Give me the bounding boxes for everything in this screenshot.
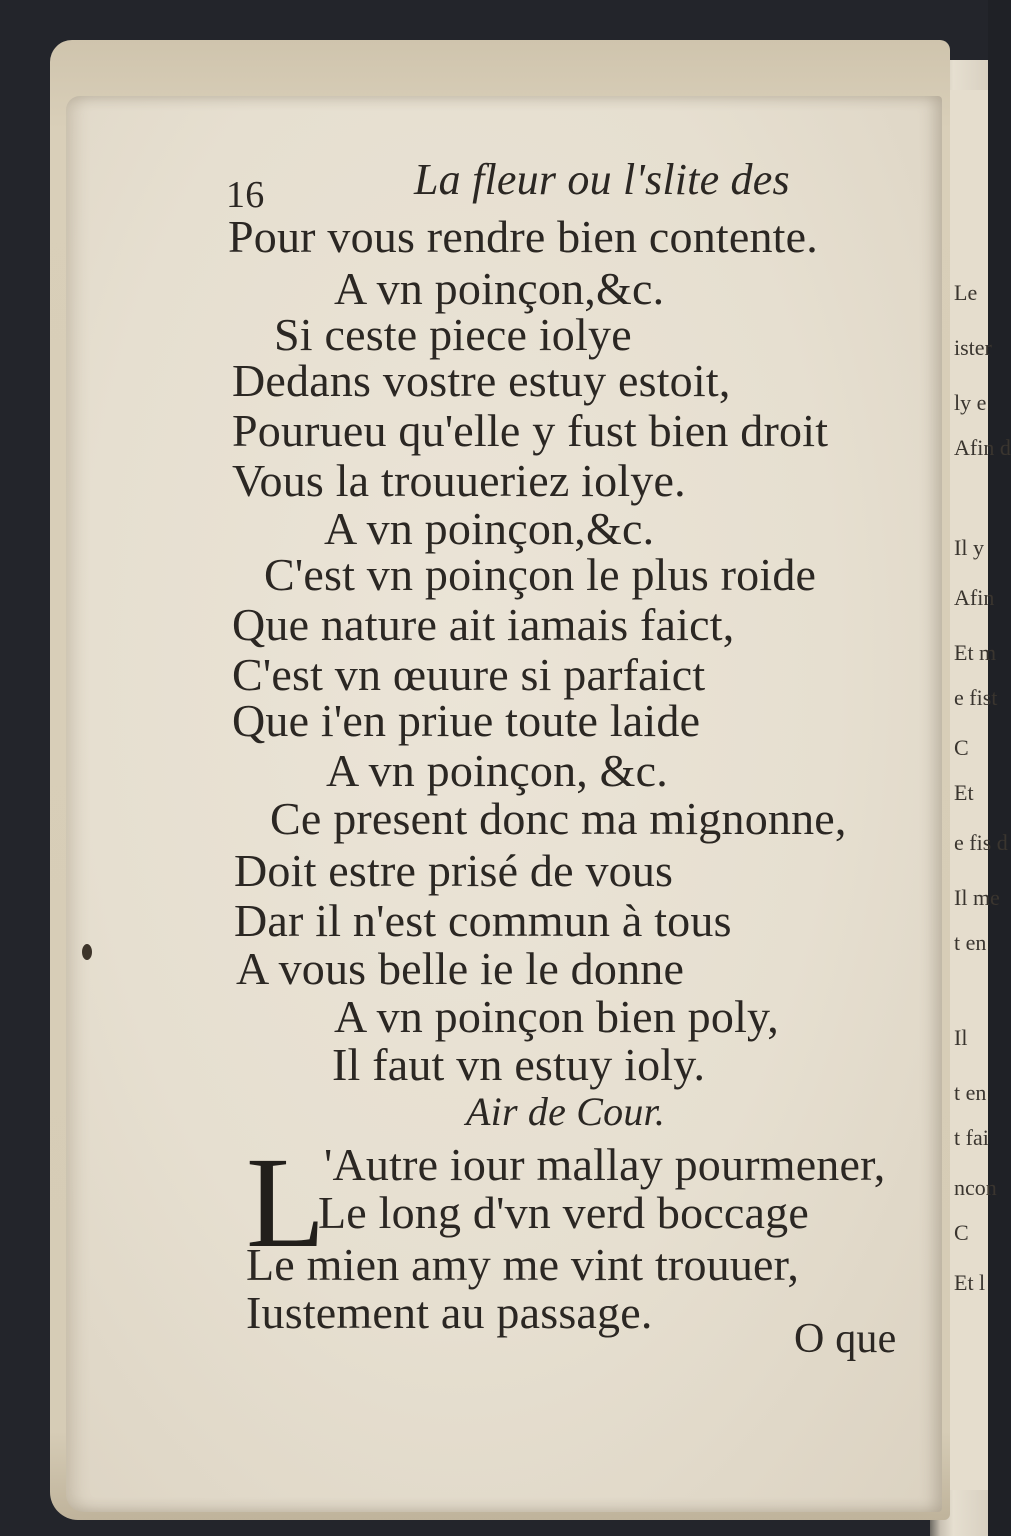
verse-line: Que nature ait iamais faict,	[232, 599, 735, 650]
verse-line: C'est vn poinçon le plus roide	[264, 549, 817, 600]
ink-blemish	[82, 944, 92, 960]
verse-line: C'est vn œuure si parfaict	[232, 649, 706, 700]
facing-fragment: C	[954, 735, 969, 760]
facing-fragment: t en	[954, 930, 987, 955]
facing-fragment: ister	[954, 335, 992, 360]
verse-line: Si ceste piece iolye	[274, 309, 632, 360]
facing-fragment: ly e	[954, 390, 987, 415]
verse-line: Dar il n'est commun à tous	[234, 895, 732, 946]
verse-line: Pourueu qu'elle y fust bien droit	[232, 405, 829, 456]
verse-line: A vous belle ie le donne	[236, 943, 685, 994]
song-line: 'Autre iour mallay pourmener,	[324, 1139, 886, 1190]
facing-fragment: Il y	[954, 535, 984, 560]
verse-line: Doit estre prisé de vous	[234, 845, 674, 896]
facing-fragment: t fai	[954, 1125, 989, 1150]
verse-line: Dedans vostre estuy estoit,	[232, 355, 731, 406]
refrain-line: A vn poinçon,&c.	[324, 503, 655, 554]
song-line: Iustement au passage.	[246, 1287, 653, 1338]
verse-line: Ce present donc ma mignonne,	[270, 793, 847, 844]
drop-capital: L	[246, 1131, 326, 1275]
facing-fragment: Il me	[954, 885, 1000, 910]
catchword: O que	[794, 1316, 897, 1362]
facing-fragment: e fist	[954, 685, 998, 710]
refrain-line: A vn poinçon bien poly,	[334, 991, 779, 1042]
section-title: Air de Cour.	[466, 1089, 666, 1134]
page-number: 16	[226, 174, 265, 216]
song-line: Le mien amy me vint trouuer,	[246, 1239, 800, 1290]
facing-fragment: C	[954, 1220, 969, 1245]
facing-fragment: e fis d	[954, 830, 1008, 855]
refrain-line: Il faut vn estuy ioly.	[332, 1039, 706, 1090]
facing-fragment: Et l	[954, 1270, 986, 1295]
facing-fragment: Et	[954, 780, 974, 805]
song-line: Le long d'vn verd boccage	[318, 1187, 809, 1238]
facing-fragment: Et m	[954, 640, 997, 665]
facing-fragment: ncon	[954, 1175, 997, 1200]
facing-fragment: Afin d	[954, 435, 1011, 460]
refrain-line: A vn poinçon, &c.	[326, 745, 668, 796]
facing-fragment: t en	[954, 1080, 987, 1105]
facing-fragment: Le	[954, 280, 978, 305]
facing-page	[946, 90, 1011, 1490]
running-title: La fleur ou l'slite des	[414, 155, 790, 204]
verse-line: Vous la trouueriez iolye.	[232, 455, 686, 506]
verse-line: Que i'en priue toute laide	[232, 695, 701, 746]
verse-line: Pour vous rendre bien contente.	[228, 211, 818, 262]
refrain-line: A vn poinçon,&c.	[334, 263, 665, 314]
book-page	[66, 96, 942, 1512]
facing-fragment: Afin	[954, 585, 995, 610]
facing-fragment: Il	[954, 1025, 968, 1050]
